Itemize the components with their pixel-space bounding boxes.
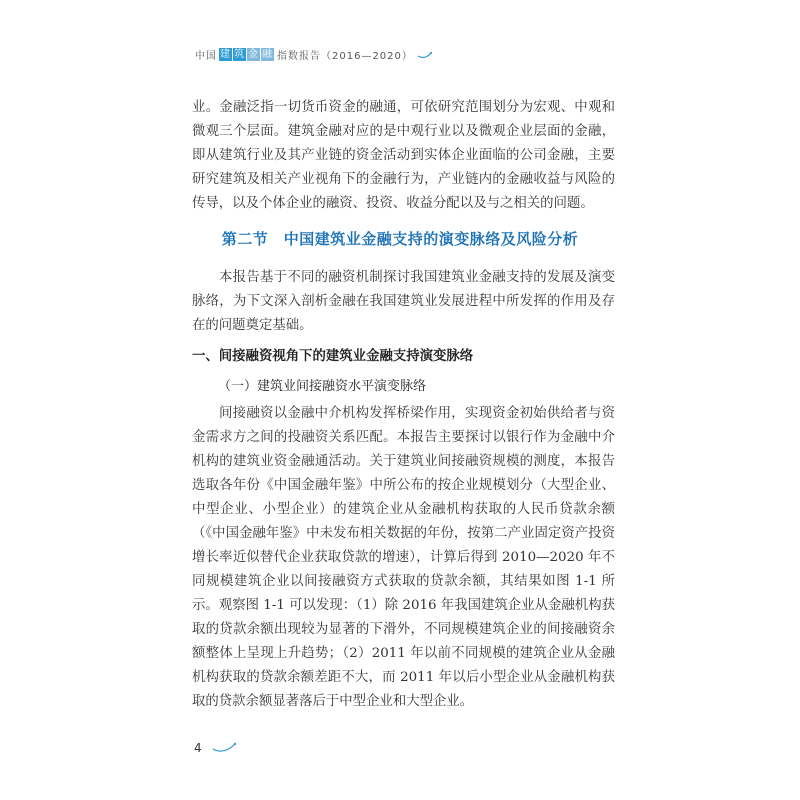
- heading-level-2: （一）建筑业间接融资水平演变脉络: [218, 379, 427, 394]
- header-suffix: 指数报告（2016—2020）: [277, 51, 413, 62]
- main-paragraph: [192, 402, 615, 714]
- main-text: 间接融资以金融中介机构发挥桥梁作用，实现资金初始供给者与资金需求方之间的投融资关系匹配。本报告主要探讨以银行作为金融中介机构的建筑业资金融通活动。关于建筑业间接融资规模的测度，本报告选取各年份《中国金融年鉴》中所公布的按企业规模划分（大型企业、中型企业、小型企业）的建筑企业从金融机构获取的人民币贷款余额（《中国金融年鉴》中未发布相关数据的年份，按第二产业固定资产投资增长率近似替代企业获取贷款的增速），计算后得到 2010—2020 年不同规模建筑企业以间接融资方式获取的贷款余额，其结果如图 1-1 所示。观察图 1-1 可以发现：（1）除 2016 年我国建筑企业从金融机构获取的贷款余额出现较为显著的下滑外，不同规模建筑企业的间接融资余额整体上呈现上升趋势；（2）2011 年以前不同规模的建筑企业从金融机构获取的贷款余额差距不大，而 2011 年以后小型企业从金融机构获取的贷款余额显著落后于中型企业和大型企业。: [192, 406, 615, 709]
- intro-paragraph: [192, 96, 615, 216]
- section-intro-text: 本报告基于不同的融资机制探讨我国建筑业金融支持的发展及演变脉络，为下文深入剖析金融在我国建筑业发展进程中所发挥的作用及存在的问题奠定基础。: [192, 270, 615, 333]
- header-highlight-char: 金: [248, 49, 259, 60]
- section-intro-paragraph: [192, 266, 615, 338]
- header-highlight-char: 融: [262, 49, 273, 60]
- header-highlight-char: 筑: [234, 49, 245, 60]
- swoosh-icon: [417, 50, 433, 60]
- running-header: [195, 47, 433, 62]
- page-number: 4: [194, 741, 202, 755]
- footer-swoosh-icon: [212, 740, 238, 754]
- heading-level-1: 一、间接融资视角下的建筑业金融支持演变脉络: [192, 349, 474, 364]
- header-highlight-group: [219, 48, 275, 61]
- intro-text: 业。金融泛指一切货币资金的融通，可依研究范围划分为宏观、中观和微观三个层面。建筑金融对应的是中观行业以及微观企业层面的金融，即从建筑行业及其产业链的资金活动到实体企业面临的公司金融，主要研究建筑及相关产业视角下的金融行为，产业链内的金融收益与风险的传导，以及个体企业的融资、投资、收益分配以及与之相关的问题。: [192, 100, 615, 211]
- section-title: 第二节 中国建筑业金融支持的演变脉络及风险分析: [221, 230, 579, 248]
- header-prefix: 中国: [195, 51, 217, 62]
- header-highlight-char: 建: [220, 49, 231, 60]
